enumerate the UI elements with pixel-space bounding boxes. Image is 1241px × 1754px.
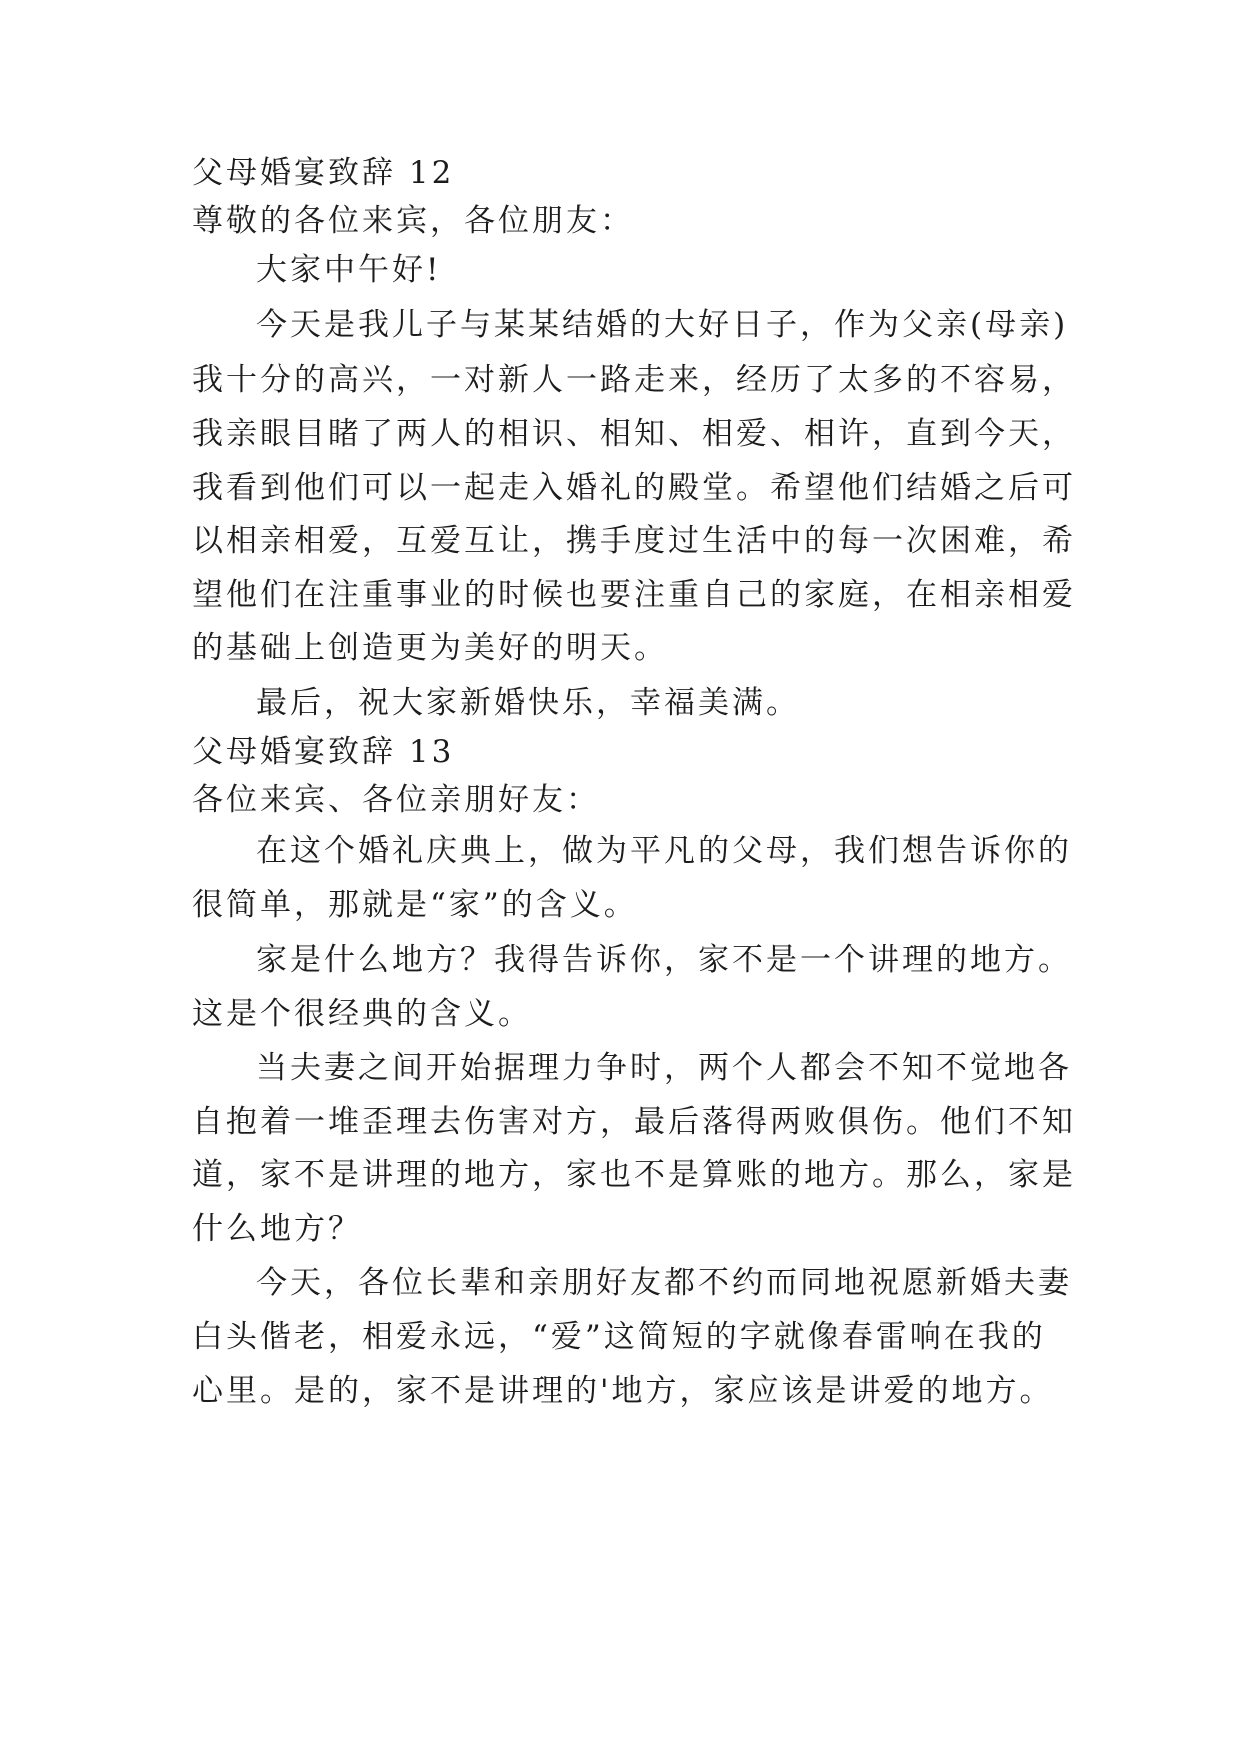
section-title: 父母婚宴致辞 13 (192, 734, 455, 770)
paragraph-line: 今天，各位长辈和亲朋好友都不约而同地祝愿新婚夫妻 (256, 1265, 1072, 1301)
paragraph-line: 自抱着一堆歪理去伤害对方，最后落得两败俱伤。他们不知 (192, 1104, 1076, 1140)
greeting: 大家中午好! (256, 252, 442, 288)
section-title: 父母婚宴致辞 12 (192, 155, 455, 191)
paragraph-line: 望他们在注重事业的时候也要注重自己的家庭，在相亲相爱 (192, 577, 1076, 613)
paragraph-line: 家是什么地方？我得告诉你，家不是一个讲理的地方。 (256, 942, 1072, 978)
paragraph-line: 今天是我儿子与某某结婚的大好日子，作为父亲(母亲) (256, 307, 1069, 343)
salutation: 各位来宾、各位亲朋好友： (192, 782, 600, 818)
paragraph-line: 这是个很经典的含义。 (192, 996, 532, 1032)
paragraph-line: 我十分的高兴，一对新人一路走来，经历了太多的不容易， (192, 362, 1076, 398)
paragraph-line: 道，家不是讲理的地方，家也不是算账的地方。那么，家是 (192, 1157, 1076, 1193)
paragraph-line: 当夫妻之间开始据理力争时，两个人都会不知不觉地各 (256, 1050, 1072, 1086)
salutation: 尊敬的各位来宾，各位朋友： (192, 203, 634, 239)
paragraph-line: 什么地方？ (192, 1211, 362, 1247)
paragraph-line: 以相亲相爱，互爱互让，携手度过生活中的每一次困难，希 (192, 523, 1076, 559)
paragraph-line: 心里。是的，家不是讲理的'地方，家应该是讲爱的地方。 (192, 1373, 1054, 1409)
paragraph-line: 很简单，那就是“家”的含义。 (192, 887, 638, 923)
paragraph-line: 的基础上创造更为美好的明天。 (192, 630, 668, 666)
paragraph-line: 我看到他们可以一起走入婚礼的殿堂。希望他们结婚之后可 (192, 470, 1076, 506)
paragraph-line: 我亲眼目睹了两人的相识、相知、相爱、相许，直到今天， (192, 416, 1076, 452)
paragraph-line: 在这个婚礼庆典上，做为平凡的父母，我们想告诉你的 (256, 833, 1072, 869)
paragraph-line: 最后，祝大家新婚快乐，幸福美满。 (256, 685, 800, 721)
paragraph-line: 白头偕老，相爱永远，“爱”这简短的字就像春雷响在我的 (192, 1319, 1046, 1355)
